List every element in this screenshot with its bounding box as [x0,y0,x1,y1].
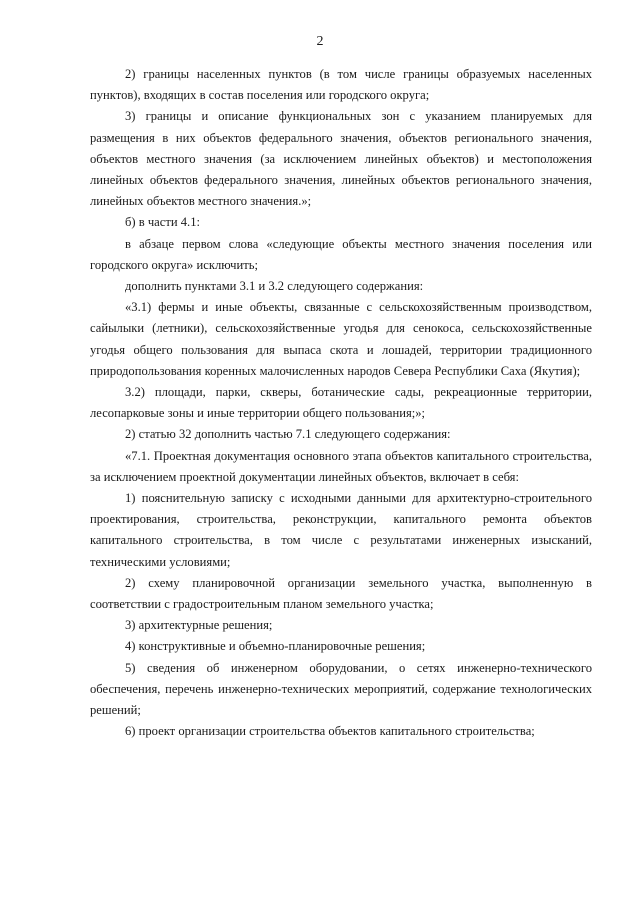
paragraph-part-7-1: «7.1. Проектная документация основного этапа объектов капитального строительства, за исключением проектной документации линейных объектов, включает в себя: [90,448,592,484]
paragraph-item-1: 1) пояснительную записку с исходными данными для архитектурно-строительного проектирования, строительства, реконструкции, капитального ремонта объектов капитального строительства, в том числе с результатами инженерных изысканий, техническими условиями; [90,491,592,569]
page-number: 2 [316,34,324,49]
paragraph-item-2: 2) схему планировочной организации земельного участка, выполненную в соответствии с градостроительным планом земельного участка; [90,575,592,612]
paragraph-first-abzac: в абзаце первом слова «следующие объекты местного значения поселения или городского округа» исключить; [90,236,592,272]
paragraph-part-4-1: б) в части 4.1: [125,215,200,230]
paragraph-add-points: дополнить пунктами 3.1 и 3.2 следующего содержания: [125,279,424,294]
paragraph-functional-zones: 3) границы и описание функциональных зон с указанием планируемых для размещения в них объектов федерального значения, объектов регионального значения, объектов местного значения (за исключением линейных объектов) и местоположения линейных объектов федерального значения, линейных объектов регионального значения, линейных объектов местного значения.»; [90,109,592,209]
paragraph-boundaries-settlements: 2) границы населенных пунктов (в том числе границы образуемых населенных пунктов), входящих в состав поселения или городского округа; [90,67,592,103]
paragraph-item-5: 5) сведения об инженерном оборудовании, о сетях инженерно-технического обеспечения, перечень инженерно-технических мероприятий, содержание технологических решений; [90,660,592,718]
paragraph-item-6: 6) проект организации строительства объектов капитального строительства; [125,724,535,739]
paragraph-article-32: 2) статью 32 дополнить частью 7.1 следующего содержания: [125,427,451,442]
paragraph-item-3: 3) архитектурные решения; [125,618,273,633]
paragraph-item-4: 4) конструктивные и объемно-планировочные решения; [125,639,426,654]
paragraph-point-3-2: 3.2) площади, парки, скверы, ботанические сады, рекреационные территории, лесопарковые зоны и иные территории общего пользования;»; [90,385,592,421]
paragraph-point-3-1: «3.1) фермы и иные объекты, связанные с сельскохозяйственным производством, сайылыки (летники), сельскохозяйственные угодья для сенокоса, сельскохозяйственные угодья общего пользования для выпаса скота и лошадей, территории традиционного природопользования коренных малочисленных народов Севера Республики Саха (Якутия); [90,300,592,378]
document-body [90,64,592,743]
